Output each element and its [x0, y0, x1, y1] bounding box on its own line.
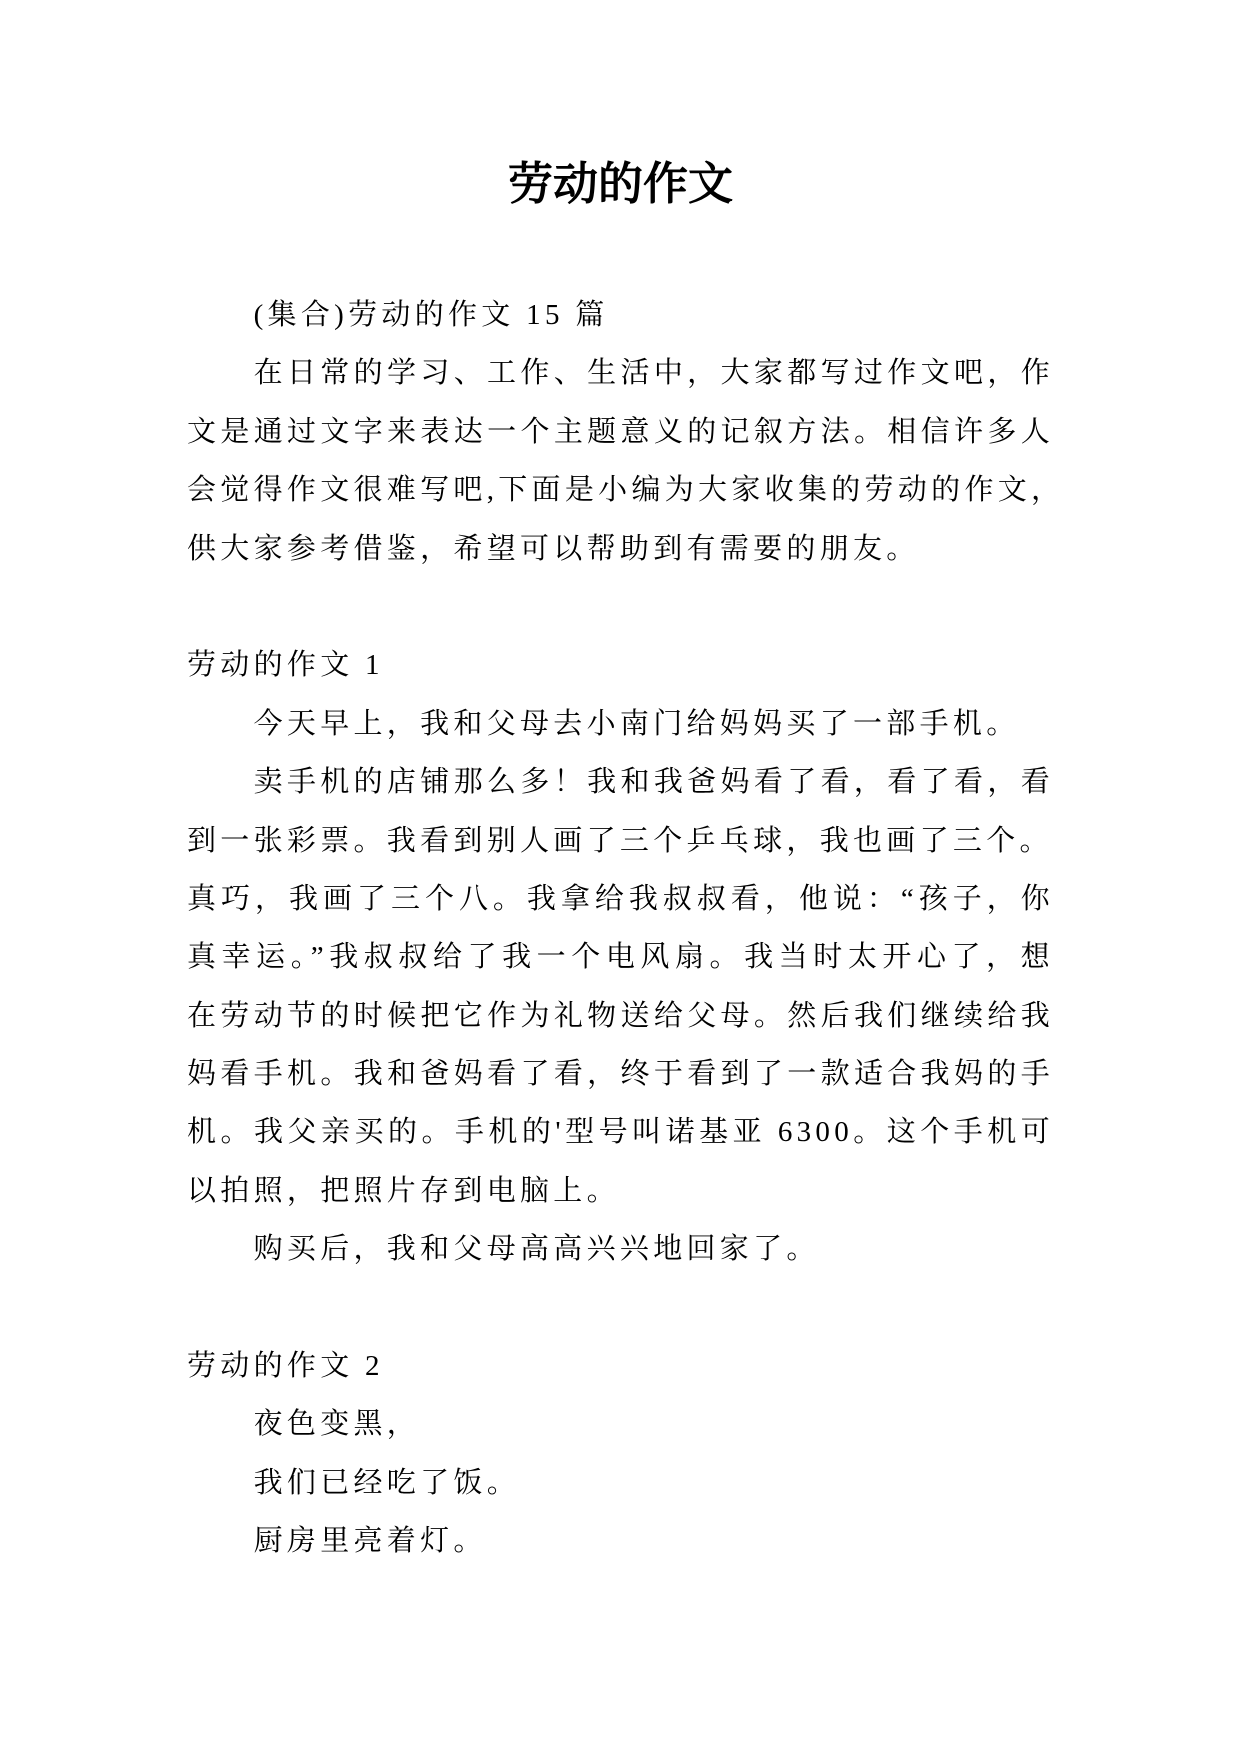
essay-heading: 劳动的作文 2 [187, 1350, 384, 1383]
paragraph-line: 我们已经吃了饭。 [253, 1466, 520, 1499]
paragraph-line: 厨房里亮着灯。 [253, 1525, 487, 1558]
paragraph-line: 今天早上，我和父母去小南门给妈妈买了一部手机。 [253, 707, 1020, 740]
paragraph-line: 文是通过文字来表达一个主题意义的记叙方法。相信许多人 [187, 415, 1054, 448]
paragraph-line: 到一张彩票。我看到别人画了三个乒乓球，我也画了三个。 [187, 824, 1053, 857]
blank-line [187, 1279, 1054, 1337]
paragraph-line: 真巧，我画了三个八。我拿给我叔叔看，他说：“孩子，你 [187, 882, 1054, 915]
paragraph-line: 卖手机的店铺那么多！我和我爸妈看了看，看了看，看 [253, 766, 1054, 799]
paragraph-line: 在日常的学习、工作、生活中，大家都写过作文吧，作 [253, 357, 1054, 390]
paragraph-line: 会觉得作文很难写吧,下面是小编为大家收集的劳动的作文， [187, 474, 1065, 507]
essay-paragraph [187, 1395, 1054, 1453]
blank-line [187, 578, 1054, 636]
paragraph-line: 真幸运。”我叔叔给了我一个电风扇。我当时太开心了，想 [187, 941, 1054, 974]
document-body [187, 286, 1065, 1571]
paragraph-line: 机。我父亲买的。手机的'型号叫诺基亚 6300。这个手机可 [187, 1116, 1054, 1149]
paragraph-line: 供大家参考借鉴，希望可以帮助到有需要的朋友。 [187, 532, 920, 565]
essay-paragraph [187, 695, 1054, 753]
document-title: 劳动的作文 [507, 159, 733, 209]
essay-heading: 劳动的作文 1 [187, 649, 384, 682]
essay-paragraph [187, 753, 1054, 1220]
paragraph-line: 购买后，我和父母高高兴兴地回家了。 [253, 1233, 820, 1266]
essay-paragraph [187, 1220, 1054, 1278]
paragraph-line: 妈看手机。我和爸妈看了看，终于看到了一款适合我妈的手 [187, 1058, 1054, 1091]
intro-paragraph [187, 344, 1065, 578]
collection-heading: (集合)劳动的作文 15 篇 [253, 299, 609, 331]
essay-paragraph [187, 1454, 1054, 1512]
paragraph-line: 夜色变黑， [253, 1408, 421, 1441]
essay-paragraph [187, 1512, 1054, 1570]
paragraph-line: 以拍照，把照片存到电脑上。 [187, 1174, 620, 1207]
paragraph-line: 在劳动节的时候把它作为礼物送给父母。然后我们继续给我 [187, 999, 1054, 1032]
